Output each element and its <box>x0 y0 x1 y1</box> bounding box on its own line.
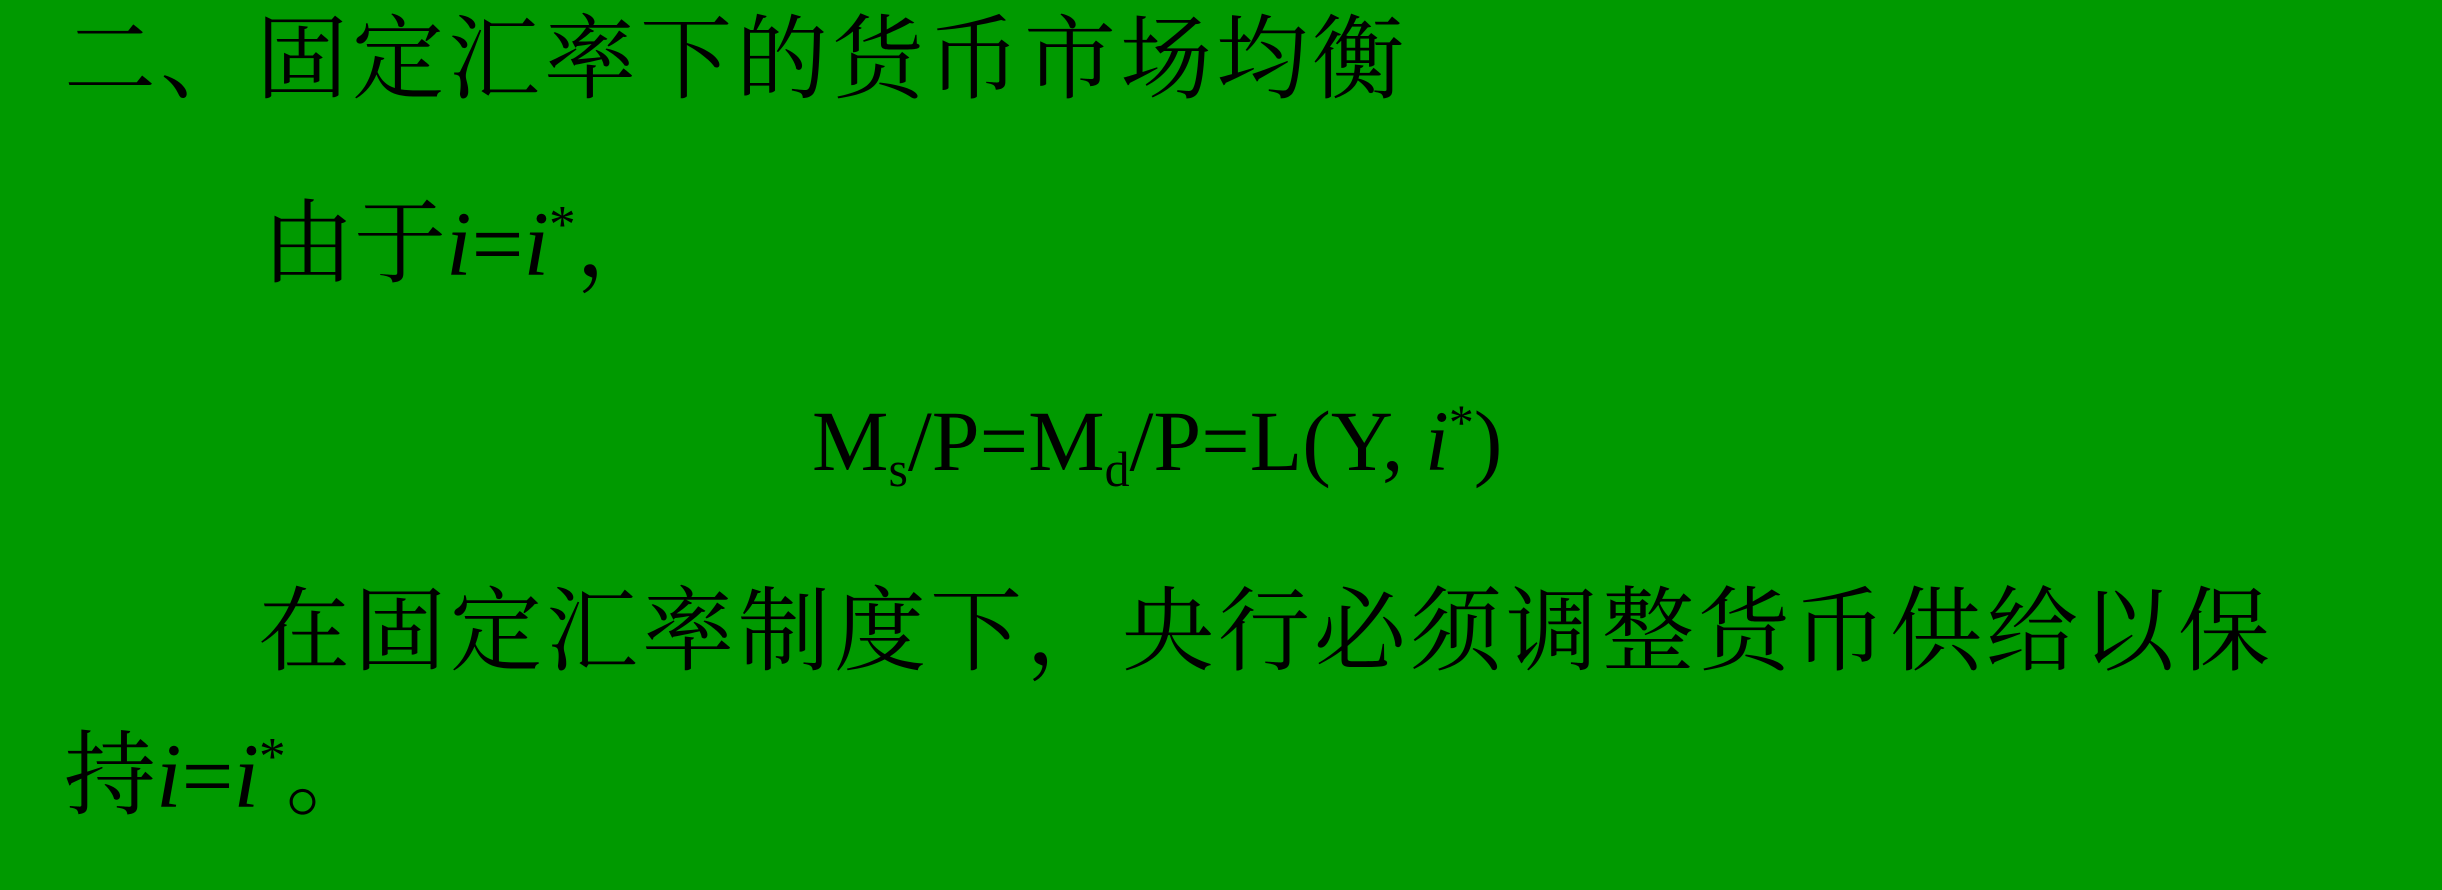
formula-interest-rate: i <box>1424 393 1449 489</box>
demand-subscript: d <box>1104 441 1130 497</box>
domestic-interest-rate: i <box>446 193 472 295</box>
formula-star-superscript: * <box>1448 395 1474 451</box>
paragraph-foreign-rate: i <box>233 725 260 827</box>
formula-part-2: /P=L(Y, <box>1129 393 1425 489</box>
paragraph-domestic-rate: i <box>156 725 182 827</box>
money-supply-symbol: M <box>812 393 889 489</box>
slide-heading: 二、固定汇率下的货币市场均衡 <box>64 6 1409 113</box>
given-prefix: 由于 <box>262 190 447 297</box>
paragraph-line-2 <box>64 722 378 829</box>
given-condition <box>262 190 668 297</box>
formula-close-paren: ) <box>1473 393 1503 489</box>
star-superscript: * <box>549 193 576 254</box>
supply-subscript: s <box>888 441 908 497</box>
paragraph-period: 。 <box>285 722 378 829</box>
paragraph-star-superscript: * <box>259 725 286 786</box>
formula-part-1: /P= <box>907 393 1029 489</box>
equals-sign: = <box>471 193 524 295</box>
paragraph-line-1: 在固定汇率制度下，央行必须调整货币供给以保 <box>258 578 2275 685</box>
foreign-interest-rate: i <box>523 193 550 295</box>
money-demand-symbol: M <box>1028 393 1105 489</box>
paragraph-line-2-prefix: 持 <box>64 722 157 829</box>
given-comma: ， <box>575 190 668 297</box>
money-market-equation <box>812 393 1503 497</box>
paragraph-equals-sign: = <box>181 725 234 827</box>
